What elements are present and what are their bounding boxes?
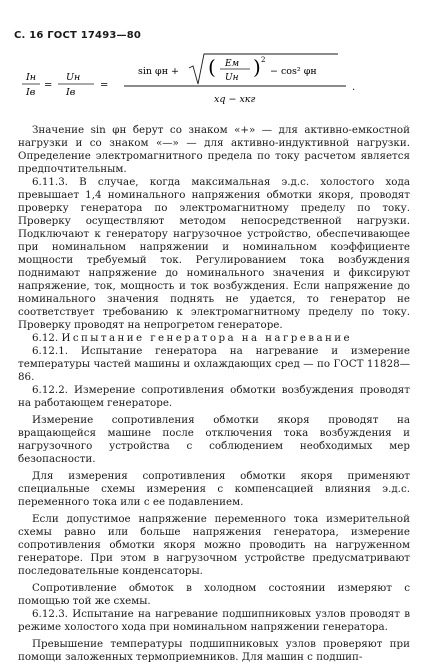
- formula-dot: .: [352, 82, 356, 93]
- formula-sin-term: sin φн +: [138, 66, 180, 77]
- paragraph-6-12-1: 6.12.1. Испытание генератора на нагревание и измерение температуры частей машины и охлаждающих сред — по ГОСТ 11828—86.: [18, 345, 410, 383]
- formula-paren-right: ): [253, 55, 261, 79]
- formula-em: Eм: [225, 59, 240, 69]
- formula-eq1: =: [44, 80, 53, 91]
- section-heading-6-12: [18, 332, 410, 345]
- section-title: Испытание генератора на нагревание: [61, 332, 353, 344]
- paragraph-cold-resistance: Сопротивление обмоток в холодном состоянии измеряют с помощью той же схемы.: [18, 582, 410, 607]
- formula-denominator: xq − xкг: [214, 94, 256, 105]
- paragraph-ac-voltage: Если допустимое напряжение переменного тока измерительной схемы равно или больше напряжения генератора, измерение сопротивления обмотки якоря можно проводить на нагруженном генераторе. При этом в нагрузочном устройстве предусматривают последовательные конденсаторы.: [18, 513, 410, 577]
- paragraph-measurement-schemes: Для измерения сопротивления обмотки якоря применяют специальные схемы измерения с компенсацией влияния э.д.с. переменного тока или с ее подавлением.: [18, 470, 410, 508]
- formula: [18, 52, 414, 118]
- paragraph-6-11-3: 6.11.3. В случае, когда максимальная э.д.с. холостого хода превышает 1,4 номинального напряжения обмотки якоря, проводят проверку генератора по электромагнитному пределу по току. Проверку осуществляют методом непосредственной нагрузки. Подключают к генератору нагрузочное устройство, обеспечивающее при номинальном напряжении и номинальном коэффициенте мощности требуемый ток. Регулированием тока возбуждения поднимают напряжение до номинального значения и фиксируют напряжение, ток, мощность и ток возбуждения. Если напряжение до номинального значения поднять не удается, то генератор не соответствует требованию к электромагнитному пределу по току. Проверку проводят на непрогретом генераторе.: [18, 176, 410, 331]
- page-header: С. 16 ГОСТ 17493—80: [14, 30, 142, 41]
- formula-exponent: 2: [261, 56, 266, 64]
- paragraph-armature-resistance: Измерение сопротивления обмотки якоря проводят на вращающейся машине после отключения тока возбуждения и нагрузочного устройства с соблюдением необходимых мер безопасности.: [18, 414, 410, 465]
- formula-eq2: =: [100, 80, 109, 91]
- paragraph-bearing-temperature: Превышение температуры подшипниковых узлов проверяют при помощи заложенных термоприемников. Для машин с подшип-: [18, 638, 410, 663]
- section-number: 6.12.: [32, 332, 59, 344]
- document-body: [18, 124, 410, 664]
- formula-l2-den: Iв: [66, 87, 76, 98]
- formula-l1-num: Iн: [26, 72, 37, 83]
- formula-l1-den: Iв: [26, 87, 36, 98]
- formula-cos-term: − cos² φн: [270, 66, 317, 77]
- formula-un: Uн: [225, 73, 239, 83]
- paragraph-6-12-3: 6.12.3. Испытание на нагревание подшипниковых узлов проводят в режиме холостого хода при номинальном напряжении генератора.: [18, 608, 410, 633]
- paragraph-6-12-2: 6.12.2. Измерение сопротивления обмотки возбуждения проводят на работающем генераторе.: [18, 384, 410, 409]
- formula-l2-num: Uн: [66, 72, 81, 83]
- paragraph-sign-note: Значение sin φн берут со знаком «+» — для активно-емкостной нагрузки и со знаком «—» — для активно-индуктивной нагрузки. Определение электромагнитного предела по току расчетом является предпочтительным.: [18, 124, 410, 175]
- formula-paren-left: (: [208, 55, 216, 79]
